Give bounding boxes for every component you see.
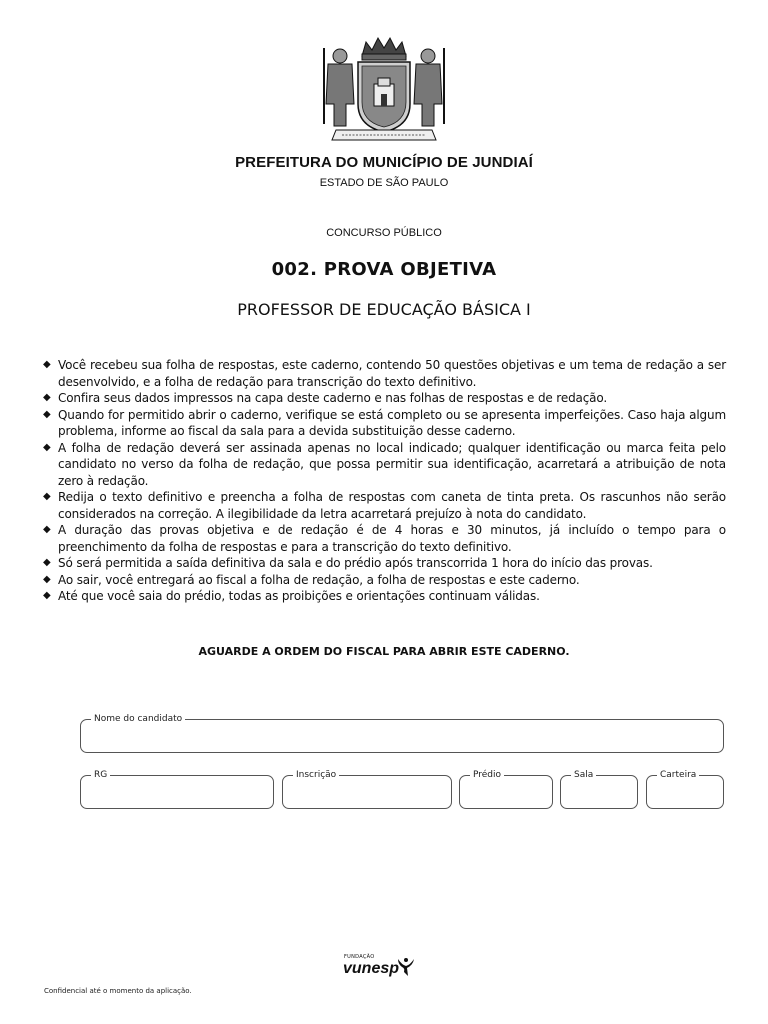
- vunesp-logo: [340, 954, 430, 984]
- sala-label: Sala: [571, 769, 596, 781]
- instructions-list: [42, 357, 726, 605]
- exam-title: 002. PROVA OBJETIVA: [271, 259, 497, 280]
- instruction-item: ◆ Quando for permitido abrir o caderno, verifique se está completo ou se apresenta imperfeições. Caso haja algum problema, informe ao fiscal da sala para a devida substituição desse caderno.: [43, 407, 726, 438]
- instruction-item: ◆ Confira seus dados impressos na capa deste caderno e nas folhas de respostas e de redação.: [43, 391, 608, 405]
- instruction-item: ◆ Redija o texto definitivo e preencha a folha de respostas com caneta de tinta preta. Os rascunhos não serão considerados na correção. A ilegibilidade da letra acarretará prejuízo à nota do candidato.: [43, 490, 726, 521]
- bullet-diamond-icon: ◆: [43, 590, 51, 601]
- candidate-name-label: Nome do candidato: [91, 713, 185, 725]
- state-name: ESTADO DE SÃO PAULO: [319, 177, 449, 189]
- sala-field[interactable]: [560, 770, 638, 809]
- bullet-diamond-icon: ◆: [43, 557, 51, 568]
- predio-label: Prédio: [470, 769, 504, 781]
- carteira-label: Carteira: [657, 769, 699, 781]
- wait-notice: AGUARDE A ORDEM DO FISCAL PARA ABRIR ESTE CADERNO.: [198, 645, 570, 658]
- inscricao-field[interactable]: [282, 770, 452, 809]
- instruction-item: ◆ A folha de redação deverá ser assinada apenas no local indicado; qualquer identificação ou marca feita pelo candidato no verso da folha de redação, que possa permitir sua identificação, acarretará a atribuição de nota zero à redação.: [43, 440, 726, 488]
- carteira-field[interactable]: [646, 770, 724, 809]
- bullet-diamond-icon: ◆: [43, 441, 51, 453]
- confidential-note: Confidencial até o momento da aplicação.: [44, 987, 192, 995]
- bullet-diamond-icon: ◆: [43, 359, 51, 370]
- instruction-item: ◆ Até que você saia do prédio, todas as proibições e orientações continuam válidas.: [43, 589, 540, 603]
- rg-field[interactable]: [80, 770, 274, 809]
- bullet-diamond-icon: ◆: [43, 408, 51, 420]
- instruction-item: ◆ Só será permitida a saída definitiva da sala e do prédio após transcorrida 1 hora do início das provas.: [43, 556, 653, 570]
- logo-foundation-text: FUNDAÇÃO: [344, 954, 375, 960]
- inscricao-label: Inscrição: [293, 769, 339, 781]
- job-position: PROFESSOR DE EDUCAÇÃO BÁSICA I: [237, 300, 531, 319]
- coat-of-arms-image: [318, 34, 450, 146]
- bullet-diamond-icon: ◆: [43, 573, 51, 585]
- municipality-name: PREFEITURA DO MUNICÍPIO DE JUNDIAÍ: [235, 154, 533, 171]
- contest-label: CONCURSO PÚBLICO: [326, 227, 442, 239]
- rg-label: RG: [91, 769, 110, 781]
- predio-field[interactable]: [459, 770, 553, 809]
- bullet-diamond-icon: ◆: [43, 524, 51, 535]
- bullet-diamond-icon: ◆: [43, 392, 51, 403]
- logo-wordmark: vunesp: [343, 960, 400, 977]
- bullet-diamond-icon: ◆: [43, 491, 51, 502]
- vunesp-mark-icon: [396, 956, 416, 978]
- instruction-item: ◆ Você recebeu sua folha de respostas, este caderno, contendo 50 questões objetivas e um tema de redação a ser desenvolvido, e a folha de redação para transcrição do texto definitivo.: [43, 358, 726, 389]
- instruction-item: ◆ A duração das provas objetiva e de redação é de 4 horas e 30 minutos, já incluído o tempo para o preenchimento da folha de respostas e para a transcrição do texto definitivo.: [43, 523, 726, 554]
- instruction-item: ◆ Ao sair, você entregará ao fiscal a folha de redação, a folha de respostas e este caderno.: [43, 572, 580, 587]
- candidate-name-field[interactable]: [80, 714, 724, 753]
